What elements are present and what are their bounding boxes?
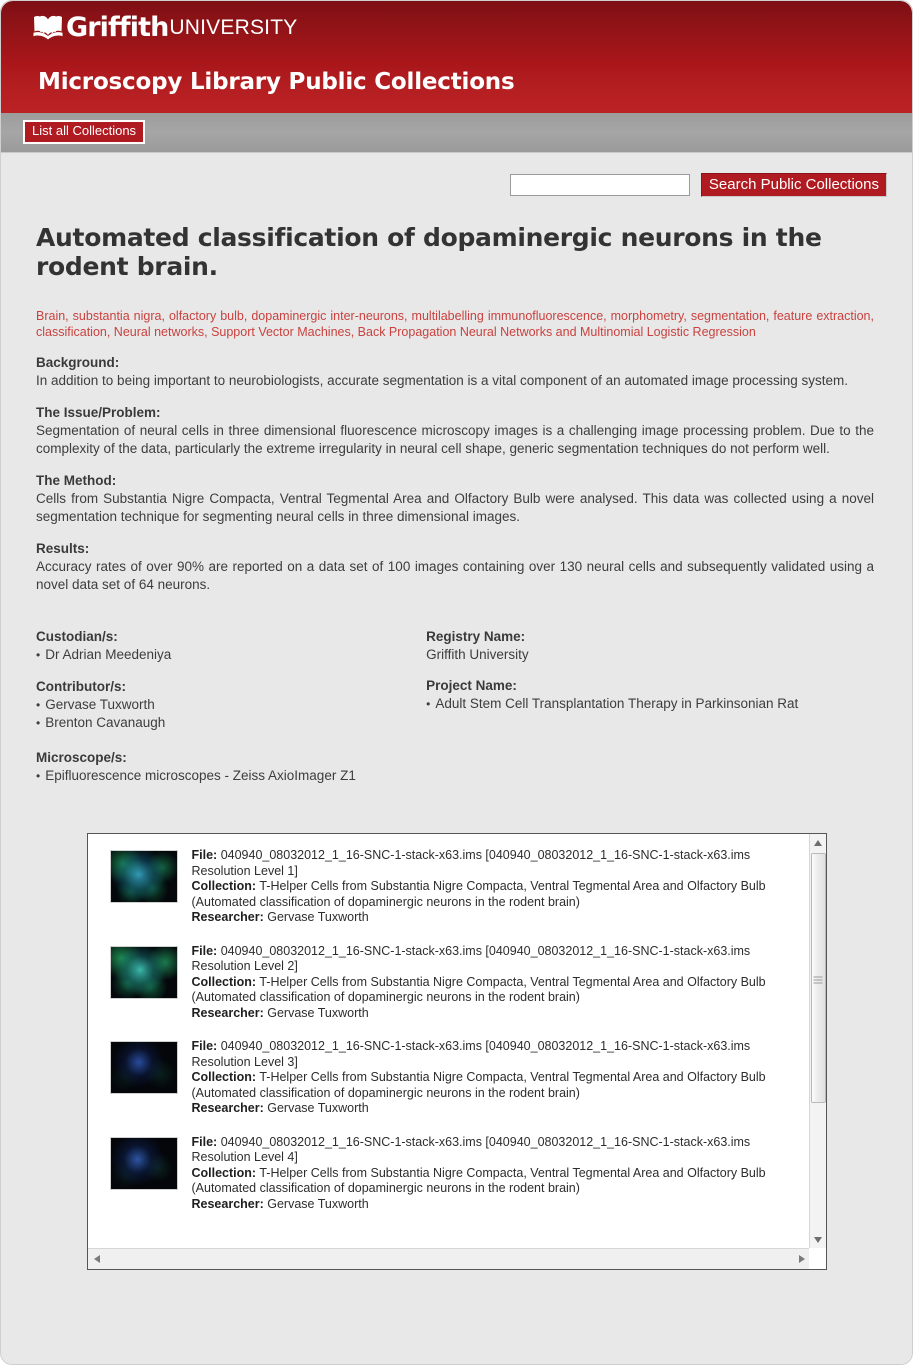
search-bar <box>1 153 912 197</box>
page-title: Automated classification of dopaminergic neurons in the rodent brain. <box>36 223 822 281</box>
list-item-details <box>192 1039 782 1117</box>
researcher-label: Researcher: <box>191 1196 264 1211</box>
list-item[interactable] <box>88 1135 799 1213</box>
meta-label: Project Name: <box>426 678 517 693</box>
file-label: File: <box>191 848 218 862</box>
scroll-left-arrow-icon[interactable] <box>89 1249 106 1269</box>
section-text: Accuracy rates of over 90% are reported on a data set of 100 images containing over 130 neural cells and subsequently validated using a novel data set of 64 neurons. <box>36 559 874 592</box>
microscopy-thumbnail-icon[interactable] <box>110 946 178 999</box>
meta-value: • Epifluorescence microscopes - Zeiss AxioImager Z1 <box>36 767 426 785</box>
meta-label: Registry Name: <box>426 629 526 644</box>
file-value: 040940_08032012_1_16-SNC-1-stack-x63.ims [040940_08032012_1_16-SNC-1-stack-x63.ims Resolution Level 1] <box>191 848 751 878</box>
logo-brand-text: Griffith <box>66 12 169 43</box>
microscopy-thumbnail-icon[interactable] <box>110 1041 178 1094</box>
section-background <box>36 354 874 390</box>
researcher-label: Researcher: <box>191 1005 264 1020</box>
collection-label: Collection: <box>191 1165 257 1180</box>
microscopy-thumbnail-icon[interactable] <box>110 1137 178 1190</box>
meta-value: • Dr Adrian Meedeniya <box>36 646 426 664</box>
section-heading: The Method: <box>36 473 117 488</box>
section-text: In addition to being important to neurobiologists, accurate segmentation is a vital component of an automated image processing system. <box>36 373 848 388</box>
list-item[interactable] <box>88 1039 799 1117</box>
collection-value: T-Helper Cells from Substantia Nigre Compacta, Ventral Tegmental Area and Olfactory Bulb (Automated classification of dopaminergic neurons in the rodent brain) <box>191 1165 766 1195</box>
vertical-scrollbar-thumb[interactable] <box>811 853 826 1103</box>
results-scroll-area <box>88 834 799 1248</box>
meta-label: Microscope/s: <box>36 750 127 765</box>
meta-value: Griffith University <box>426 647 529 662</box>
scroll-up-arrow-icon[interactable] <box>810 834 827 851</box>
meta-project-name <box>426 677 874 713</box>
researcher-value: Gervase Tuxworth <box>267 1005 369 1020</box>
file-label: File: <box>191 1039 218 1053</box>
section-heading: Background: <box>36 355 120 370</box>
meta-value: • Brenton Cavanaugh <box>36 714 426 732</box>
meta-value: • Gervase Tuxworth <box>36 696 426 714</box>
site-header <box>1 1 912 113</box>
main-content <box>1 153 912 1365</box>
meta-microscopes <box>36 749 426 785</box>
meta-contributors <box>36 678 426 732</box>
researcher-value: Gervase Tuxworth <box>267 910 369 924</box>
metadata-columns <box>1 594 912 799</box>
file-value: 040940_08032012_1_16-SNC-1-stack-x63.ims [040940_08032012_1_16-SNC-1-stack-x63.ims Resolution Level 2] <box>191 943 751 973</box>
list-item[interactable] <box>88 944 799 1022</box>
meta-value: • Adult Stem Cell Transplantation Therapy in Parkinsonian Rat <box>426 695 874 713</box>
section-heading: The Issue/Problem: <box>36 405 161 420</box>
logo-suffix-text: UNIVERSITY <box>169 16 298 39</box>
scroll-down-arrow-icon[interactable] <box>810 1231 827 1248</box>
collection-label: Collection: <box>191 974 257 989</box>
metadata-column-right <box>426 628 874 799</box>
section-text: Segmentation of neural cells in three dimensional fluorescence microscopy images is a challenging image processing problem. Due to the complexity of the data, particularly the extreme irregularity in neural cell shape, generic segmentation techniques do not perform well. <box>36 423 874 456</box>
section-heading: Results: <box>36 541 90 556</box>
researcher-value: Gervase Tuxworth <box>267 1101 369 1115</box>
meta-registry-name <box>426 628 874 663</box>
keywords-list: Brain, substantia nigra, olfactory bulb, dopaminergic inter-neurons, multilabelling immunofluorescence, morphometry, segmentation, feature extraction, classification, Neural networks, Support Vector Machines, Back Propagation Neural Networks and Multinomial Logistic Regression <box>36 309 874 339</box>
section-text: Cells from Substantia Nigre Compacta, Ventral Tegmental Area and Olfactory Bulb were analysed. This data was collected using a novel segmentation technique for segmenting neural cells in three dimensional images. <box>36 491 874 524</box>
vertical-scrollbar[interactable] <box>809 834 826 1248</box>
record-body <box>1 197 912 594</box>
horizontal-scrollbar[interactable] <box>88 1248 827 1269</box>
griffith-book-shield-icon <box>33 13 63 40</box>
meta-label: Custodian/s: <box>36 629 118 644</box>
file-label: File: <box>191 943 218 958</box>
collection-value: T-Helper Cells from Substantia Nigre Compacta, Ventral Tegmental Area and Olfactory Bulb (Automated classification of dopaminergic neurons in the rodent brain) <box>191 879 766 909</box>
collection-value: T-Helper Cells from Substantia Nigre Compacta, Ventral Tegmental Area and Olfactory Bulb (Automated classification of dopaminergic neurons in the rodent brain) <box>191 974 766 1004</box>
results-listbox[interactable] <box>87 833 827 1270</box>
collection-label: Collection: <box>191 1070 257 1084</box>
list-item[interactable] <box>88 848 799 926</box>
search-public-collections-button[interactable]: Search Public Collections <box>701 173 887 197</box>
scrollbar-grip-icon <box>814 975 823 982</box>
researcher-label: Researcher: <box>191 910 264 924</box>
list-item-details <box>192 848 782 926</box>
microscopy-thumbnail-icon[interactable] <box>110 850 178 903</box>
collection-value: T-Helper Cells from Substantia Nigre Compacta, Ventral Tegmental Area and Olfactory Bulb (Automated classification of dopaminergic neurons in the rodent brain) <box>191 1070 766 1100</box>
file-value: 040940_08032012_1_16-SNC-1-stack-x63.ims [040940_08032012_1_16-SNC-1-stack-x63.ims Resolution Level 3] <box>191 1039 751 1069</box>
researcher-value: Gervase Tuxworth <box>267 1196 369 1211</box>
file-label: File: <box>191 1134 218 1149</box>
list-item-details <box>192 944 782 1022</box>
metadata-column-left <box>36 628 426 799</box>
meta-label: Contributor/s: <box>36 679 126 694</box>
file-value: 040940_08032012_1_16-SNC-1-stack-x63.ims [040940_08032012_1_16-SNC-1-stack-x63.ims Resolution Level 4] <box>191 1134 751 1164</box>
scrollbar-corner <box>809 1248 826 1269</box>
site-title: Microscopy Library Public Collections <box>38 69 515 95</box>
list-item-details <box>192 1135 782 1213</box>
search-input[interactable] <box>510 174 690 196</box>
section-issue-problem <box>36 404 874 458</box>
list-all-collections-button[interactable]: List all Collections <box>23 120 145 144</box>
griffith-logo[interactable] <box>33 14 297 41</box>
section-method <box>36 472 874 526</box>
collection-label: Collection: <box>191 879 257 893</box>
researcher-label: Researcher: <box>191 1101 264 1115</box>
meta-custodians <box>36 628 426 664</box>
main-navbar <box>1 113 912 153</box>
section-results <box>36 540 874 594</box>
